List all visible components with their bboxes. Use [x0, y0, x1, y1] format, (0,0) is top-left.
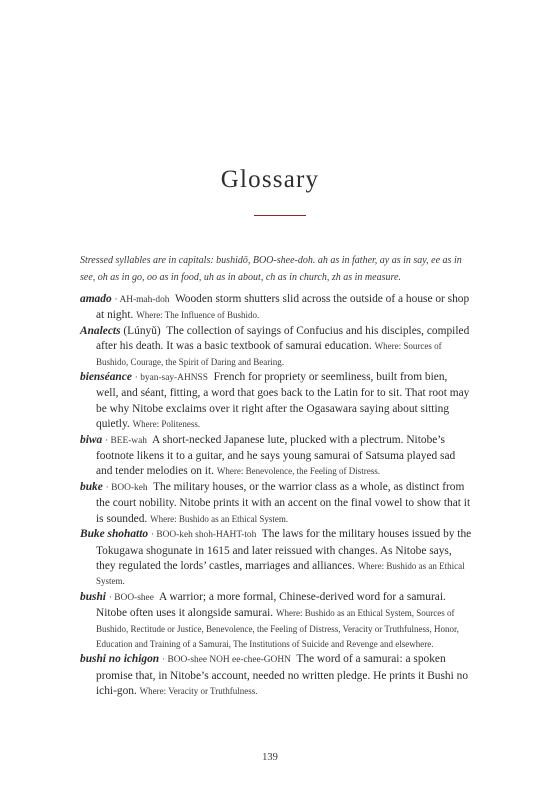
- entry-where: Where: Veracity or Truthfulness.: [139, 686, 258, 697]
- entry-definition: French for propriety or seemliness, built from bien, well, and séant, fitting, a word that goes back to the Latin for to sit. That root may be why Nitobe exclaims over it right after the Ogasawara saying about sitting quietly.: [96, 371, 470, 431]
- entry-pronunciation: · BEE-wah: [105, 435, 147, 446]
- entry-pronunciation: · byan-say-AHNSS: [134, 373, 208, 384]
- entry-where: Where: Bushido as an Ethical System, Sources of Bushido, Rectitude or Justice, Benevolence, the Feeling of Distress, Veracity or Truthfulness, Honor, Education and Training of a Samurai, The Institutions of Suicide and Revenge and elsewhere.: [96, 608, 459, 649]
- glossary-entry: [80, 324, 472, 370]
- glossary-entry: [80, 652, 472, 699]
- entry-definition: The laws for the military houses issued by the Tokugawa shogunate in 1615 and later reissued with changes. As Nitobe says, they regulated the lords’ castles, marriages and alliances.: [96, 528, 472, 572]
- entry-term: Buke shohatto: [80, 528, 149, 541]
- entry-pronunciation: · BOO-keh shoh-HAHT-toh: [150, 530, 257, 541]
- entry-term: biwa: [80, 433, 103, 446]
- page-number: 139: [262, 752, 278, 763]
- entry-where: Where: Bushido as an Ethical System.: [150, 513, 289, 524]
- entry-definition: The military houses, or the warrior class as a whole, as distinct from the court nobility. Nitobe prints it with an accent on the final vowel to show that it is sounded.: [96, 480, 471, 525]
- glossary-entry: [80, 527, 472, 590]
- entry-definition: Wooden storm shutters slid across the outside of a house or shop at night.: [96, 293, 470, 322]
- page-title: Glossary: [220, 166, 320, 193]
- entry-pronunciation: · BOO-shee: [108, 592, 154, 603]
- entry-definition: A short-necked Japanese lute, plucked with a plectrum. Nitobe’s footnote likens it to a guitar, and he says young samurai of Satsuma played sad and tender melodies on it.: [96, 433, 456, 478]
- glossary-entry: [80, 370, 472, 433]
- glossary-entry: [80, 480, 472, 527]
- entry-where: Where: Sources of Bushido, Courage, the Spirit of Daring and Bearing.: [96, 341, 442, 367]
- entry-definition: The word of a samurai: a spoken promise that, in Nitobe’s account, needed no written pledge. He prints it Bushi no ichi-gon.: [96, 653, 469, 698]
- entry-where: Where: Benevolence, the Feeling of Distress.: [216, 466, 381, 477]
- entry-term: Analects: [80, 324, 121, 337]
- glossary-entry: [80, 292, 472, 324]
- glossary-entries: [80, 292, 472, 700]
- entry-where: Where: Bushido as an Ethical System.: [96, 560, 465, 587]
- pronunciation-note: Stressed syllables are in capitals: bushidō, BOO-shee-doh. ah as in father, ay as in say, ee as in see, oh as in go, oo as in food, uh as in about, ch as in church, zh as in measure.: [80, 255, 462, 283]
- entry-pronunciation: · BOO-keh: [105, 482, 148, 493]
- entry-term: bushi no ichigon: [80, 653, 160, 666]
- entry-term: buke: [80, 480, 103, 493]
- entry-definition: The collection of sayings of Confucius and his disciples, compiled after his death. It was a basic textbook of samurai education.: [96, 324, 470, 353]
- entry-where: Where: The Influence of Bushido.: [136, 310, 260, 321]
- entry-term-original: (Lúnyǔ): [123, 324, 161, 337]
- entry-term: bienséance: [80, 371, 132, 384]
- entry-pronunciation: · BOO-shee NOH ee-chee-GOHN: [162, 655, 291, 666]
- entry-term: amado: [80, 293, 112, 305]
- entry-term: bushi: [80, 590, 106, 603]
- entry-where: Where: Politeness.: [132, 419, 201, 430]
- entry-pronunciation: · AH-mah-doh: [114, 295, 170, 305]
- entry-definition: A warrior; a more formal, Chinese-derived word for a samurai. Nitobe often uses it alongside samurai.: [96, 590, 446, 620]
- title-divider: [254, 215, 306, 216]
- glossary-entry: [80, 433, 472, 480]
- glossary-entry: [80, 590, 472, 653]
